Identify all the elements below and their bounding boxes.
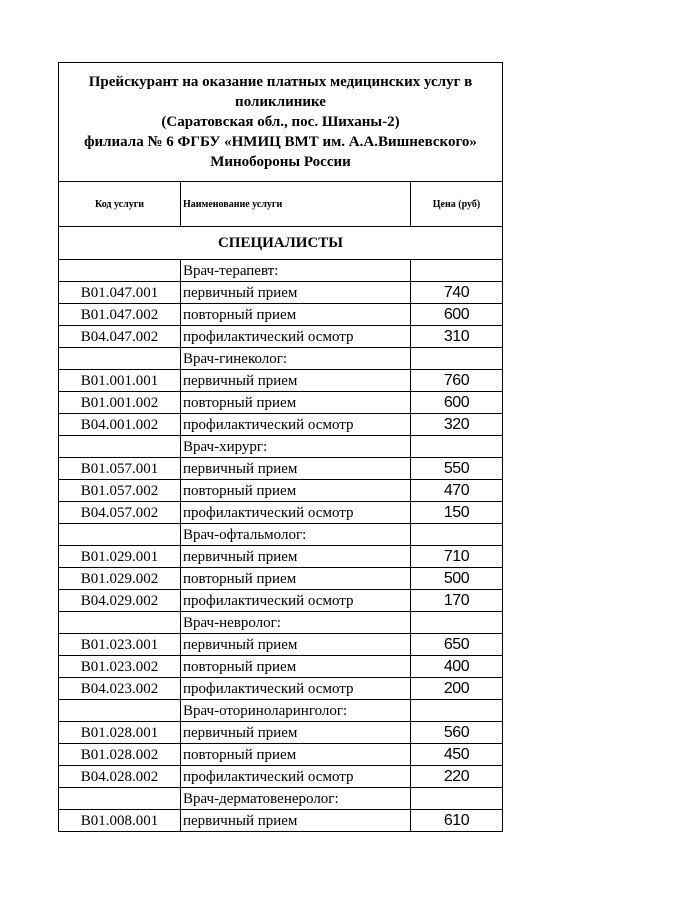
service-name: профилактический осмотр bbox=[181, 502, 411, 524]
service-name: повторный прием bbox=[181, 392, 411, 414]
service-code: B04.057.002 bbox=[59, 502, 181, 524]
title-line-5: Минобороны России bbox=[210, 154, 351, 170]
specialist-row bbox=[59, 260, 503, 282]
service-name: профилактический осмотр bbox=[181, 414, 411, 436]
service-name: повторный прием bbox=[181, 304, 411, 326]
service-price: 400 bbox=[411, 656, 503, 678]
service-code: B04.023.002 bbox=[59, 678, 181, 700]
service-price: 500 bbox=[411, 568, 503, 590]
service-row bbox=[59, 546, 503, 568]
service-name: Врач-невролог: bbox=[181, 612, 411, 634]
service-code bbox=[59, 700, 181, 722]
service-price: 710 bbox=[411, 546, 503, 568]
header-name: Наименование услуги bbox=[181, 182, 411, 227]
service-price bbox=[411, 260, 503, 282]
service-name: первичный прием bbox=[181, 810, 411, 832]
service-price: 650 bbox=[411, 634, 503, 656]
service-code: B01.057.001 bbox=[59, 458, 181, 480]
service-price: 740 bbox=[411, 282, 503, 304]
service-code bbox=[59, 788, 181, 810]
header-price: Цена (руб) bbox=[411, 182, 503, 227]
service-name: Врач-хирург: bbox=[181, 436, 411, 458]
service-code: B04.029.002 bbox=[59, 590, 181, 612]
service-code: B01.023.001 bbox=[59, 634, 181, 656]
service-price: 470 bbox=[411, 480, 503, 502]
service-name: профилактический осмотр bbox=[181, 766, 411, 788]
service-code: B01.029.002 bbox=[59, 568, 181, 590]
service-name: профилактический осмотр bbox=[181, 590, 411, 612]
service-code: B04.001.002 bbox=[59, 414, 181, 436]
header-code: Код услуги bbox=[59, 182, 181, 227]
service-name: первичный прием bbox=[181, 370, 411, 392]
service-price: 220 bbox=[411, 766, 503, 788]
service-code: B01.028.002 bbox=[59, 744, 181, 766]
service-code: B01.008.001 bbox=[59, 810, 181, 832]
service-code: B01.047.001 bbox=[59, 282, 181, 304]
service-code: B01.023.002 bbox=[59, 656, 181, 678]
service-price: 170 bbox=[411, 590, 503, 612]
service-code: B04.028.002 bbox=[59, 766, 181, 788]
service-price: 600 bbox=[411, 304, 503, 326]
service-name: Врач-гинеколог: bbox=[181, 348, 411, 370]
section-title: СПЕЦИАЛИСТЫ bbox=[59, 227, 503, 260]
service-row bbox=[59, 502, 503, 524]
service-price bbox=[411, 524, 503, 546]
service-name: Врач-офтальмолог: bbox=[181, 524, 411, 546]
service-row bbox=[59, 326, 503, 348]
service-row bbox=[59, 810, 503, 832]
specialist-row bbox=[59, 524, 503, 546]
service-price: 560 bbox=[411, 722, 503, 744]
service-price bbox=[411, 788, 503, 810]
service-row bbox=[59, 568, 503, 590]
specialist-row bbox=[59, 788, 503, 810]
service-code: B01.047.002 bbox=[59, 304, 181, 326]
service-name: профилактический осмотр bbox=[181, 678, 411, 700]
service-row bbox=[59, 766, 503, 788]
document-title bbox=[59, 63, 503, 182]
service-row bbox=[59, 392, 503, 414]
service-name: повторный прием bbox=[181, 656, 411, 678]
service-name: Врач-оториноларинголог: bbox=[181, 700, 411, 722]
service-price: 550 bbox=[411, 458, 503, 480]
service-price: 320 bbox=[411, 414, 503, 436]
service-price: 610 bbox=[411, 810, 503, 832]
price-list-table bbox=[58, 62, 503, 832]
service-code bbox=[59, 260, 181, 282]
title-line-3: (Саратовская обл., пос. Шиханы-2) bbox=[161, 114, 400, 130]
service-row bbox=[59, 590, 503, 612]
service-row bbox=[59, 634, 503, 656]
service-price bbox=[411, 700, 503, 722]
service-name: повторный прием bbox=[181, 744, 411, 766]
service-name: первичный прием bbox=[181, 722, 411, 744]
title-line-1: Прейскурант на оказание платных медицинских услуг в bbox=[88, 74, 473, 90]
header-row bbox=[59, 182, 503, 227]
section-row bbox=[59, 227, 503, 260]
service-price bbox=[411, 348, 503, 370]
service-price bbox=[411, 612, 503, 634]
service-code: B04.047.002 bbox=[59, 326, 181, 348]
service-name: Врач-терапевт: bbox=[181, 260, 411, 282]
service-price: 760 bbox=[411, 370, 503, 392]
service-code: B01.029.001 bbox=[59, 546, 181, 568]
service-price bbox=[411, 436, 503, 458]
service-name: повторный прием bbox=[181, 568, 411, 590]
service-row bbox=[59, 678, 503, 700]
service-code: B01.001.002 bbox=[59, 392, 181, 414]
title-line-4: филиала № 6 ФГБУ «НМИЦ ВМТ им. А.А.Вишневского» bbox=[84, 134, 477, 150]
service-row bbox=[59, 722, 503, 744]
specialist-row bbox=[59, 700, 503, 722]
service-name: первичный прием bbox=[181, 546, 411, 568]
title-row bbox=[59, 63, 503, 182]
service-code bbox=[59, 612, 181, 634]
service-code bbox=[59, 348, 181, 370]
specialist-row bbox=[59, 612, 503, 634]
service-code: B01.028.001 bbox=[59, 722, 181, 744]
service-name: профилактический осмотр bbox=[181, 326, 411, 348]
service-name: первичный прием bbox=[181, 458, 411, 480]
service-row bbox=[59, 744, 503, 766]
title-line-2: поликлинике bbox=[235, 94, 326, 110]
service-row bbox=[59, 282, 503, 304]
service-row bbox=[59, 414, 503, 436]
service-code: B01.001.001 bbox=[59, 370, 181, 392]
service-name: первичный прием bbox=[181, 282, 411, 304]
service-code: B01.057.002 bbox=[59, 480, 181, 502]
service-name: первичный прием bbox=[181, 634, 411, 656]
service-row bbox=[59, 370, 503, 392]
service-price: 150 bbox=[411, 502, 503, 524]
specialist-row bbox=[59, 348, 503, 370]
service-code bbox=[59, 436, 181, 458]
service-row bbox=[59, 480, 503, 502]
service-row bbox=[59, 458, 503, 480]
service-row bbox=[59, 304, 503, 326]
service-price: 600 bbox=[411, 392, 503, 414]
service-price: 200 bbox=[411, 678, 503, 700]
service-price: 450 bbox=[411, 744, 503, 766]
service-price: 310 bbox=[411, 326, 503, 348]
service-name: Врач-дерматовенеролог: bbox=[181, 788, 411, 810]
service-name: повторный прием bbox=[181, 480, 411, 502]
service-code bbox=[59, 524, 181, 546]
specialist-row bbox=[59, 436, 503, 458]
service-row bbox=[59, 656, 503, 678]
